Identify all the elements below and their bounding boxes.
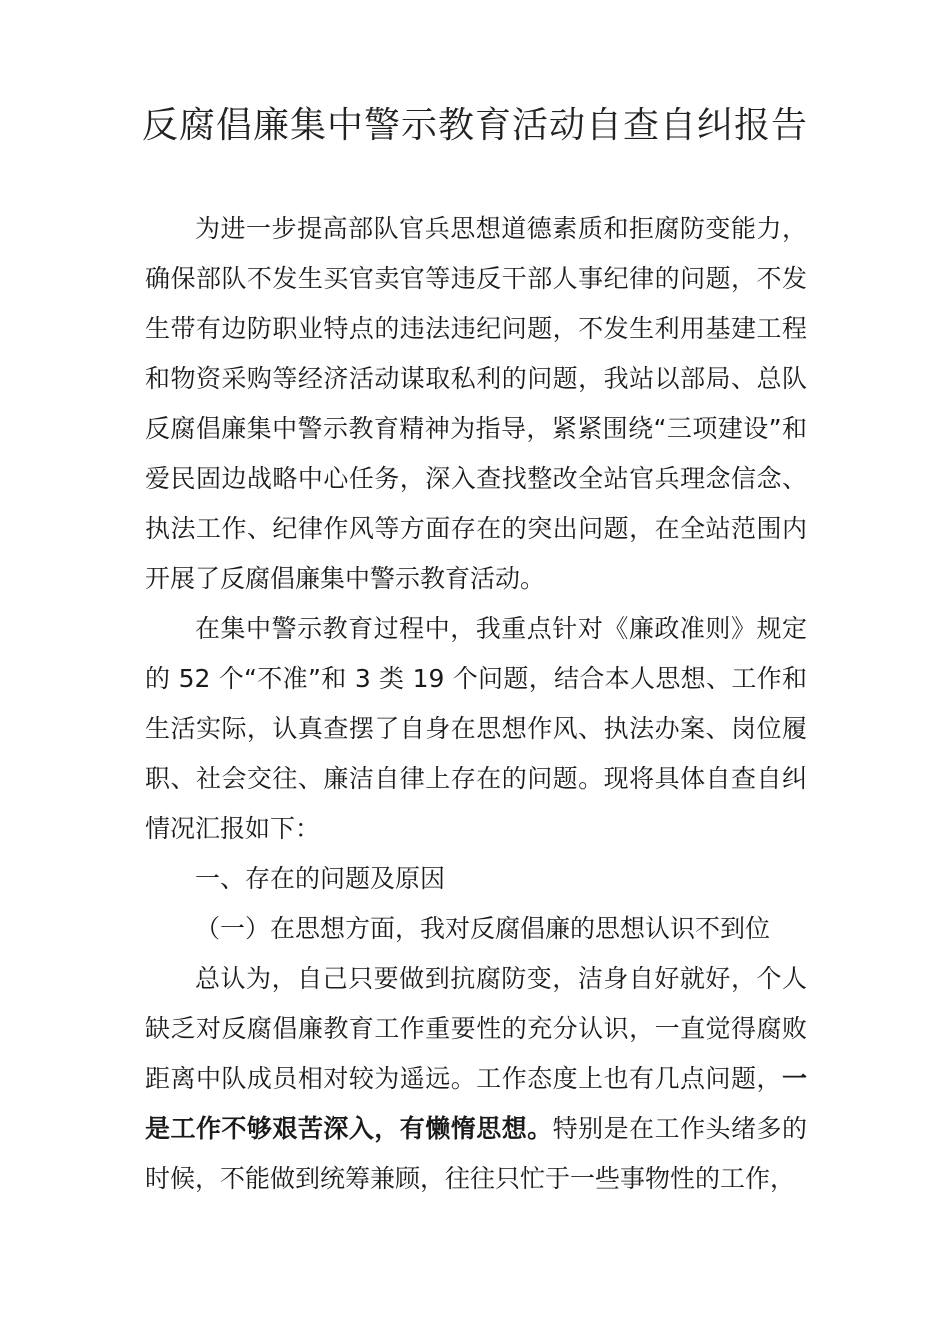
paragraph-thinking-detail — [145, 954, 807, 1204]
document-title: 反腐倡廉集中警示教育活动自查自纠报告 — [141, 105, 808, 146]
subsection-heading-thinking: （一）在思想方面，我对反腐倡廉的思想认识不到位 — [195, 914, 771, 943]
section-heading-problems: 一、存在的问题及原因 — [195, 864, 446, 893]
paragraph-intro: 为进一步提高部队官兵思想道德素质和拒腐防变能力，确保部队不发生买官卖官等违反干部人事纪律的问题，不发生带有边防职业特点的违法违纪问题，不发生利用基建工程和物资采购等经济活动谋取私利的问题，我站以部局、总队反腐倡廉集中警示教育精神为指导，紧紧围绕“三项建设”和爱民固边战略中心任务，深入查找整改全站官兵理念信念、执法工作、纪律作风等方面存在的突出问题，在全站范围内开展了反腐倡廉集中警示教育活动。 — [145, 214, 807, 593]
document-body — [145, 204, 807, 1204]
paragraph-self-check: 在集中警示教育过程中，我重点针对《廉政准则》规定的 52 个“不准”和 3 类 19 个问题，结合本人思想、工作和生活实际，认真查摆了自身在思想作风、执法办案、岗位履职、社会交往、廉洁自律上存在的问题。现将具体自查自纠情况汇报如下： — [145, 614, 807, 843]
paragraph-thinking-bold-point: 一是工作不够艰苦深入，有懒惰思想。 — [145, 1064, 807, 1143]
paragraph-thinking-text-start: 总认为，自己只要做到抗腐防变，洁身自好就好，个人缺乏对反腐倡廉教育工作重要性的充分认识，一直觉得腐败距离中队成员相对较为遥远。工作态度上也有几点问题， — [145, 964, 807, 1093]
paragraph-thinking-text-end: 特别是在工作头绪多的时候，不能做到统筹兼顾，往往只忙于一些事物性的工作， — [145, 1114, 807, 1193]
